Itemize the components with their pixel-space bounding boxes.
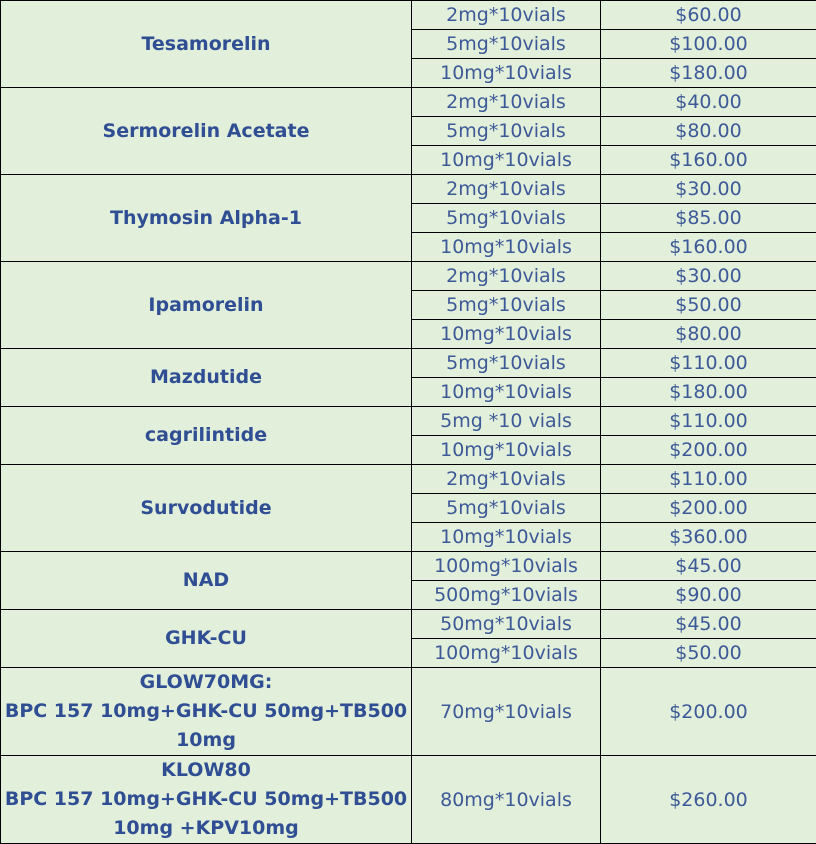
variant-price: $160.00 (601, 233, 816, 262)
variant-price: $45.00 (601, 552, 816, 581)
variant-size: 80mg*10vials (412, 756, 601, 844)
variant-price: $30.00 (601, 262, 816, 291)
variant-price: $90.00 (601, 581, 816, 610)
product-name-line: 10mg +KPV10mg (1, 814, 411, 843)
variant-size: 2mg*10vials (412, 262, 601, 291)
product-name: Sermorelin Acetate (1, 88, 412, 175)
product-name: GHK-CU (1, 610, 412, 668)
product-name-line: KLOW80 (1, 756, 411, 785)
variant-size: 10mg*10vials (412, 378, 601, 407)
variant-price: $200.00 (601, 494, 816, 523)
product-name-line: BPC 157 10mg+GHK-CU 50mg+TB500 (1, 785, 411, 814)
variant-size: 500mg*10vials (412, 581, 601, 610)
product-name: Mazdutide (1, 349, 412, 407)
variant-price: $60.00 (601, 1, 816, 30)
variant-price: $200.00 (601, 668, 816, 756)
variant-size: 70mg*10vials (412, 668, 601, 756)
variant-size: 2mg*10vials (412, 465, 601, 494)
table-row (1, 610, 816, 639)
table-row (1, 349, 816, 378)
table-row (1, 756, 816, 844)
variant-price: $80.00 (601, 320, 816, 349)
variant-price: $85.00 (601, 204, 816, 233)
table-row (1, 465, 816, 494)
variant-size: 10mg*10vials (412, 320, 601, 349)
variant-size: 10mg*10vials (412, 436, 601, 465)
variant-size: 10mg*10vials (412, 523, 601, 552)
variant-size: 2mg*10vials (412, 88, 601, 117)
variant-price: $80.00 (601, 117, 816, 146)
variant-size: 5mg *10 vials (412, 407, 601, 436)
variant-price: $50.00 (601, 291, 816, 320)
table-row (1, 1, 816, 30)
product-name (1, 756, 412, 844)
variant-size: 50mg*10vials (412, 610, 601, 639)
variant-size: 5mg*10vials (412, 204, 601, 233)
variant-price: $110.00 (601, 349, 816, 378)
product-name: NAD (1, 552, 412, 610)
variant-price: $100.00 (601, 30, 816, 59)
variant-price: $30.00 (601, 175, 816, 204)
variant-price: $260.00 (601, 756, 816, 844)
product-name (1, 668, 412, 756)
product-name-line: 10mg (1, 726, 411, 755)
variant-size: 2mg*10vials (412, 1, 601, 30)
variant-size: 100mg*10vials (412, 552, 601, 581)
variant-price: $45.00 (601, 610, 816, 639)
variant-size: 10mg*10vials (412, 146, 601, 175)
variant-price: $180.00 (601, 378, 816, 407)
variant-size: 5mg*10vials (412, 494, 601, 523)
product-name-line: GLOW70MG: (1, 668, 411, 697)
variant-size: 5mg*10vials (412, 117, 601, 146)
variant-price: $110.00 (601, 407, 816, 436)
table-row (1, 88, 816, 117)
variant-size: 10mg*10vials (412, 59, 601, 88)
variant-size: 5mg*10vials (412, 30, 601, 59)
variant-price: $180.00 (601, 59, 816, 88)
variant-price: $110.00 (601, 465, 816, 494)
variant-price: $40.00 (601, 88, 816, 117)
variant-size: 10mg*10vials (412, 233, 601, 262)
variant-price: $200.00 (601, 436, 816, 465)
variant-price: $50.00 (601, 639, 816, 668)
product-name: Survodutide (1, 465, 412, 552)
variant-size: 5mg*10vials (412, 349, 601, 378)
table-row (1, 552, 816, 581)
product-name-line: BPC 157 10mg+GHK-CU 50mg+TB500 (1, 697, 411, 726)
product-name: cagrilintide (1, 407, 412, 465)
table-row (1, 262, 816, 291)
table-row (1, 668, 816, 756)
variant-size: 5mg*10vials (412, 291, 601, 320)
table-row (1, 407, 816, 436)
product-name: Ipamorelin (1, 262, 412, 349)
variant-price: $360.00 (601, 523, 816, 552)
variant-size: 2mg*10vials (412, 175, 601, 204)
variant-size: 100mg*10vials (412, 639, 601, 668)
variant-price: $160.00 (601, 146, 816, 175)
product-name: Thymosin Alpha-1 (1, 175, 412, 262)
table-row (1, 175, 816, 204)
product-name: Tesamorelin (1, 1, 412, 88)
